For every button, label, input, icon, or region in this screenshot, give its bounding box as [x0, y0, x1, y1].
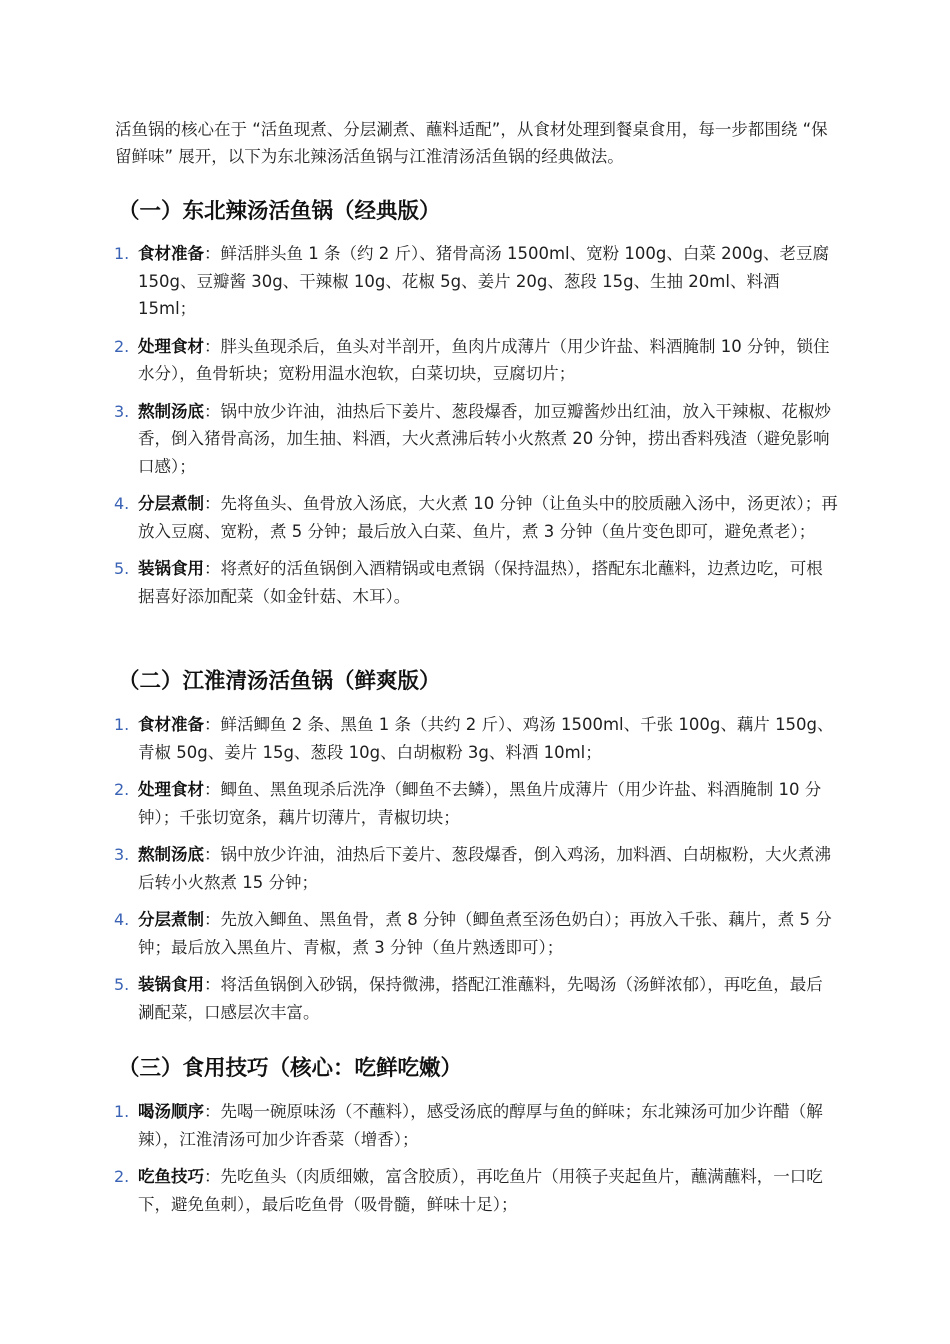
section-2-title: （二）江淮清汤活鱼锅（鲜爽版）: [118, 669, 441, 694]
section-3-steps: [0, 1098, 950, 1218]
list-number: 5.: [114, 975, 130, 994]
list-item: [0, 1163, 838, 1218]
step-text: ：鲫鱼、黑鱼现杀后洗净（鲫鱼不去鳞），黑鱼片成薄片（用少许盐、料酒腌制 10 分钟）；千张切宽条，藕片切薄片，青椒切块；: [138, 780, 822, 827]
list-number: 2.: [114, 336, 130, 356]
step-text: ：锅中放少许油，油热后下姜片、葱段爆香，倒入鸡汤，加料酒、白胡椒粉，大火煮沸后转小火熬煮 15 分钟；: [138, 845, 831, 892]
step-text: ：先喝一碗原味汤（不蘸料），感受汤底的醇厚与鱼的鲜味；东北辣汤可加少许醋（解辣），江淮清汤可加少许香菜（增香）；: [138, 1102, 823, 1149]
list-number: 1.: [114, 1102, 130, 1121]
list-number: 2.: [114, 780, 130, 799]
list-item: [0, 490, 838, 545]
step-label: 熬制汤底: [138, 401, 204, 421]
list-item: [0, 841, 838, 896]
list-number: 5.: [114, 559, 130, 578]
step-label: 分层煮制: [138, 910, 204, 929]
list-number: 4.: [114, 910, 130, 929]
step-text: ：将活鱼锅倒入砂锅，保持微沸，搭配江淮蘸料，先喝汤（汤鲜浓郁），再吃鱼，最后涮配菜，口感层次丰富。: [138, 975, 823, 1022]
step-label: 分层煮制: [138, 494, 204, 513]
list-number: 4.: [114, 494, 130, 513]
list-number: 1.: [114, 244, 130, 263]
step-label: 处理食材: [138, 336, 204, 356]
list-item: [0, 555, 838, 610]
step-text: ：先吃鱼头（肉质细嫩，富含胶质），再吃鱼片（用筷子夹起鱼片，蘸满蘸料，一口吃下，避免鱼刺），最后吃鱼骨（吸骨髓，鲜味十足）；: [138, 1167, 823, 1214]
step-label: 喝汤顺序: [138, 1102, 204, 1121]
list-item: [0, 398, 838, 481]
section-2-steps: [0, 711, 950, 1026]
step-text: ：将煮好的活鱼锅倒入酒精锅或电煮锅（保持温热），搭配东北蘸料，边煮边吃，可根据喜好添加配菜（如金针菇、木耳）。: [138, 559, 823, 606]
list-number: 3.: [114, 845, 130, 864]
step-text: ：锅中放少许油，油热后下姜片、葱段爆香，加豆瓣酱炒出红油，放入干辣椒、花椒炒香，倒入猪骨高汤，加生抽、料酒，大火煮沸后转小火熬煮 20 分钟，捞出香料残渣（避免影响口感）；: [138, 401, 831, 476]
step-text: ：鲜活鲫鱼 2 条、黑鱼 1 条（共约 2 斤）、鸡汤 1500ml、千张 100g、藕片 150g、青椒 50g、姜片 15g、葱段 10g、白胡椒粉 3g、料酒 10ml；: [138, 715, 834, 762]
step-label: 食材准备: [138, 244, 204, 263]
list-item: [0, 240, 838, 323]
section-3-title: （三）食用技巧（核心：吃鲜吃嫩）: [118, 1056, 463, 1081]
intro-paragraph: 活鱼锅的核心在于 “活鱼现煮、分层涮煮、蘸料适配”，从食材处理到餐桌食用，每一步都围绕 “保留鲜味” 展开，以下为东北辣汤活鱼锅与江淮清汤活鱼锅的经典做法。: [115, 120, 828, 166]
step-label: 食材准备: [138, 715, 204, 734]
step-text: ：胖头鱼现杀后，鱼头对半剖开，鱼肉片成薄片（用少许盐、料酒腌制 10 分钟，锁住水分），鱼骨斩块；宽粉用温水泡软，白菜切块，豆腐切片；: [138, 336, 830, 383]
step-label: 装锅食用: [138, 975, 204, 994]
step-text: ：先将鱼头、鱼骨放入汤底，大火煮 10 分钟（让鱼头中的胶质融入汤中，汤更浓）；再放入豆腐、宽粉，煮 5 分钟；最后放入白菜、鱼片，煮 3 分钟（鱼片变色即可，避免煮老）；: [138, 494, 838, 541]
section-1-steps: [0, 240, 950, 610]
list-item: [0, 333, 838, 388]
step-label: 熬制汤底: [138, 845, 204, 864]
list-item: [0, 971, 838, 1026]
step-label: 处理食材: [138, 780, 204, 799]
section-1-title: （一）东北辣汤活鱼锅（经典版）: [118, 199, 441, 224]
list-item: [0, 1098, 838, 1153]
list-number: 1.: [114, 715, 130, 734]
list-item: [0, 906, 838, 961]
list-number: 2.: [114, 1167, 130, 1186]
step-text: ：鲜活胖头鱼 1 条（约 2 斤）、猪骨高汤 1500ml、宽粉 100g、白菜 200g、老豆腐 150g、豆瓣酱 30g、干辣椒 10g、花椒 5g、姜片 20g、葱段 15g、生抽 20ml、料酒 15ml；: [138, 244, 830, 318]
step-text: ：先放入鲫鱼、黑鱼骨，煮 8 分钟（鲫鱼煮至汤色奶白）；再放入千张、藕片，煮 5 分钟；最后放入黑鱼片、青椒，煮 3 分钟（鱼片熟透即可）；: [138, 910, 832, 957]
step-label: 装锅食用: [138, 559, 204, 578]
list-item: [0, 711, 838, 766]
list-item: [0, 776, 838, 831]
step-label: 吃鱼技巧: [138, 1167, 204, 1186]
list-number: 3.: [114, 401, 130, 421]
